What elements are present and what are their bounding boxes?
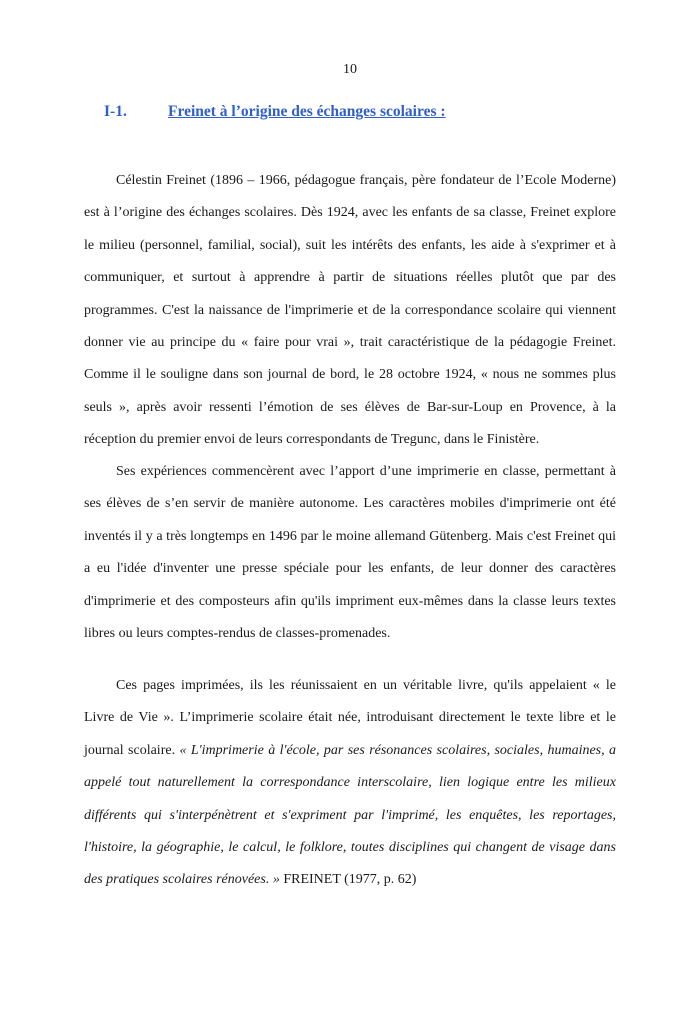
section-title: Freinet à l’origine des échanges scolaires : <box>168 103 446 120</box>
paragraph-livre-de-vie <box>84 670 616 897</box>
paragraph-printing-press: Ses expériences commencèrent avec l’apport d’une imprimerie en classe, permettant à ses élèves de s’en servir de manière autonome. Les caractères mobiles d'imprimerie ont été inventés il y a très longtemps en 1496 par le moine allemand Gütenberg. Mais c'est Freinet qui a eu l'idée d'inventer une presse spéciale pour les enfants, de leur donner des caractères d'imprimerie et des composteurs afin qu'ils impriment eux-mêmes dans la classe leurs textes libres ou leurs comptes-rendus de classes-promenades. <box>84 464 616 642</box>
page-number: 10 <box>343 62 357 77</box>
paragraph-freinet-origins: Célestin Freinet (1896 – 1966, pédagogue français, père fondateur de l’Ecole Moderne) est à l’origine des échanges scolaires. Dès 1924, avec les enfants de sa classe, Freinet explore le milieu (personnel, familial, social), suit les intérêts des enfants, les aide à s'exprimer et à communiquer, et surtout à apprendre à partir de situations réelles plutôt que par des programmes. C'est la naissance de l'imprimerie et de la correspondance scolaire qui viennent donner vie au principe du « faire pour vrai », trait caractéristique de la pédagogie Freinet. Comme il le souligne dans son journal de bord, le 28 octobre 1924, « nous ne sommes plus seuls », après avoir ressenti l’émotion de ses élèves de Bar-sur-Loup en Provence, à la réception du premier envoi de leurs correspondants de Tregunc, dans le Finistère. <box>84 173 616 448</box>
section-number: I-1. <box>104 103 127 120</box>
quote-citation: FREINET (1977, p. 62) <box>279 872 417 888</box>
section-heading <box>104 103 446 121</box>
paragraph-intro-text: Ces pages imprimées, ils les réunissaient en un véritable livre, qu'ils appelaient « le Livre de Vie ». L’imprimerie scolaire était née, introduisant directement le texte libre et le journal scolaire. <box>84 678 616 758</box>
freinet-quote: « L'imprimerie à l'école, par ses résonances scolaires, sociales, humaines, a appelé tout naturellement la correspondance interscolaire, lien logique entre les milieux différents qui s'interpénètrent et s'expriment par l'imprimé, les enquêtes, les reportages, l'histoire, la géographie, le calcul, le folklore, toutes disciplines qui changent de visage dans des pratiques scolaires rénovées. » <box>84 742 616 888</box>
